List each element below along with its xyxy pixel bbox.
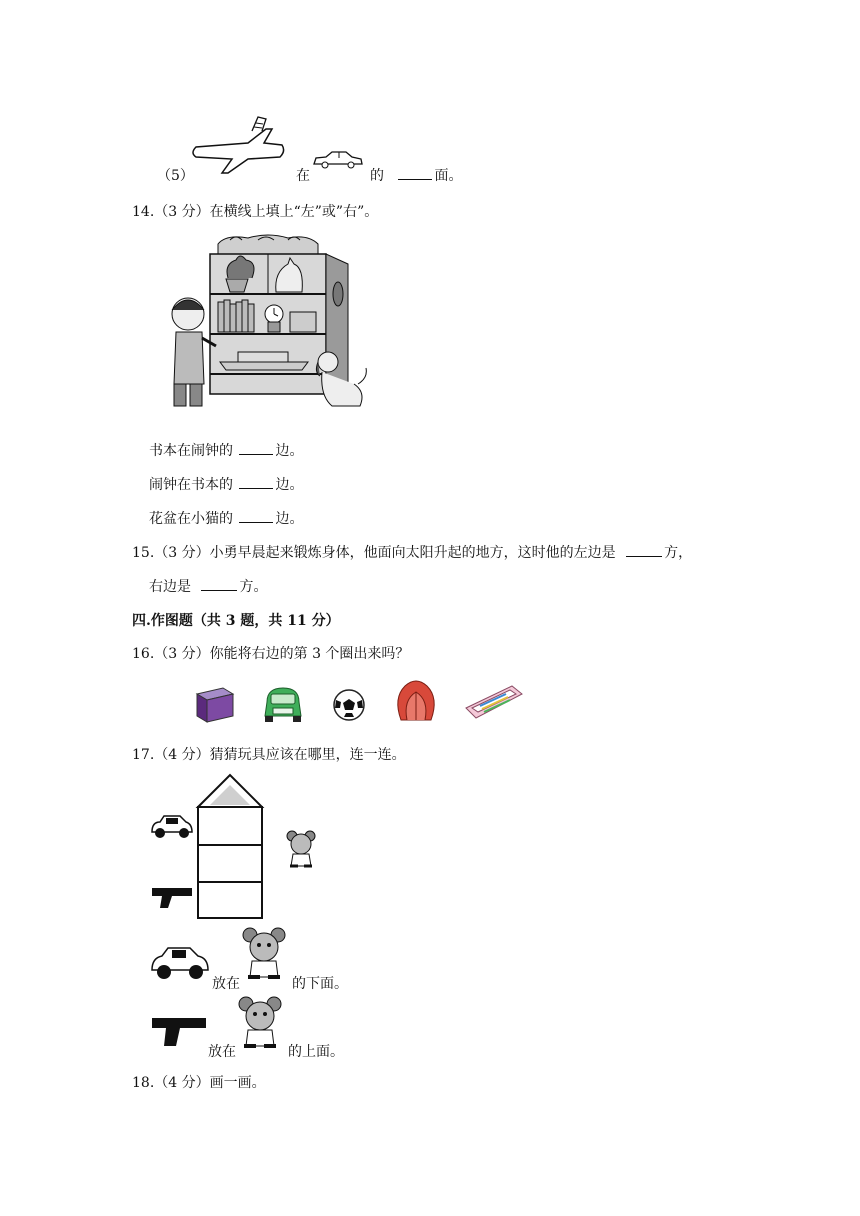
q14-line-3-blank[interactable] bbox=[239, 509, 273, 523]
q13-5-number: （5） bbox=[157, 168, 194, 184]
q13-5-line bbox=[370, 165, 462, 185]
floor-divider-1 bbox=[197, 844, 263, 846]
q13-5-suffix: 面。 bbox=[434, 168, 463, 184]
teddy-bear-icon bbox=[240, 927, 288, 983]
q14-line-2 bbox=[149, 474, 303, 494]
floor-divider-2 bbox=[197, 881, 263, 883]
q14-line-1-prefix: 书本在闹钟的 bbox=[149, 443, 233, 459]
bookshelf-scene-illustration bbox=[158, 234, 380, 414]
pistol-icon bbox=[150, 1012, 208, 1048]
q14-line-3-suffix: 边。 bbox=[275, 511, 304, 527]
q13-5-at: 在 bbox=[296, 168, 310, 184]
q13-5-of: 的 bbox=[370, 168, 384, 184]
q15-line-1-suffix: 方， bbox=[664, 545, 693, 561]
q15-line-1-prefix: 15.（3 分）小勇早晨起来锻炼身体，他面向太阳升起的地方，这时他的左边是 bbox=[132, 545, 616, 561]
q17-line-1-end: 的下面。 bbox=[292, 976, 348, 992]
q15-line-2-prefix: 右边是 bbox=[149, 579, 191, 595]
car-icon bbox=[312, 150, 364, 170]
small-pistol-icon[interactable] bbox=[150, 884, 194, 910]
q15-line-2 bbox=[149, 576, 267, 596]
q15-left-blank[interactable] bbox=[626, 543, 662, 557]
q17-line-1-place: 放在 bbox=[212, 976, 240, 992]
house-roof bbox=[196, 773, 264, 809]
q16-title: 16.（3 分）你能将右边的第 3 个圈出来吗？ bbox=[132, 646, 410, 662]
airplane-icon bbox=[188, 115, 288, 175]
q15-line-2-suffix: 方。 bbox=[239, 579, 268, 595]
q17-line-2-place: 放在 bbox=[208, 1044, 236, 1060]
q14-line-1-blank[interactable] bbox=[239, 441, 273, 455]
q17-line-2-end: 的上面。 bbox=[288, 1044, 344, 1060]
toy-car-icon[interactable] bbox=[261, 682, 305, 724]
teddy-bear-icon-2 bbox=[236, 996, 284, 1052]
book-icon[interactable] bbox=[193, 684, 237, 724]
small-teddy-bear-icon[interactable] bbox=[284, 830, 318, 870]
q14-line-3-prefix: 花盆在小猫的 bbox=[149, 511, 233, 527]
q15-right-blank[interactable] bbox=[201, 577, 237, 591]
q17-title: 17.（4 分）猜猜玩具应该在哪里，连一连。 bbox=[132, 747, 406, 763]
q15-line-1 bbox=[132, 542, 692, 562]
q14-line-2-blank[interactable] bbox=[239, 475, 273, 489]
q13-5-answer-blank[interactable] bbox=[398, 166, 432, 180]
q14-line-1-suffix: 边。 bbox=[275, 443, 304, 459]
q14-line-3 bbox=[149, 508, 303, 528]
house-floors bbox=[197, 806, 263, 919]
toy-car-icon-2 bbox=[150, 942, 210, 982]
q18-title: 18.（4 分）画一画。 bbox=[132, 1075, 266, 1091]
q14-line-2-suffix: 边。 bbox=[275, 477, 304, 493]
backpack-icon[interactable] bbox=[391, 678, 441, 724]
q14-line-2-prefix: 闹钟在书本的 bbox=[149, 477, 233, 493]
pencil-box-icon[interactable] bbox=[462, 682, 526, 722]
q14-line-1 bbox=[149, 440, 303, 460]
section-4-title: 四.作图题（共 3 题，共 11 分） bbox=[132, 613, 340, 629]
soccer-ball-icon[interactable] bbox=[332, 688, 366, 722]
small-toy-car-icon[interactable] bbox=[150, 812, 194, 840]
q14-title: 14.（3 分）在横线上填上“左”或”右”。 bbox=[132, 204, 379, 220]
